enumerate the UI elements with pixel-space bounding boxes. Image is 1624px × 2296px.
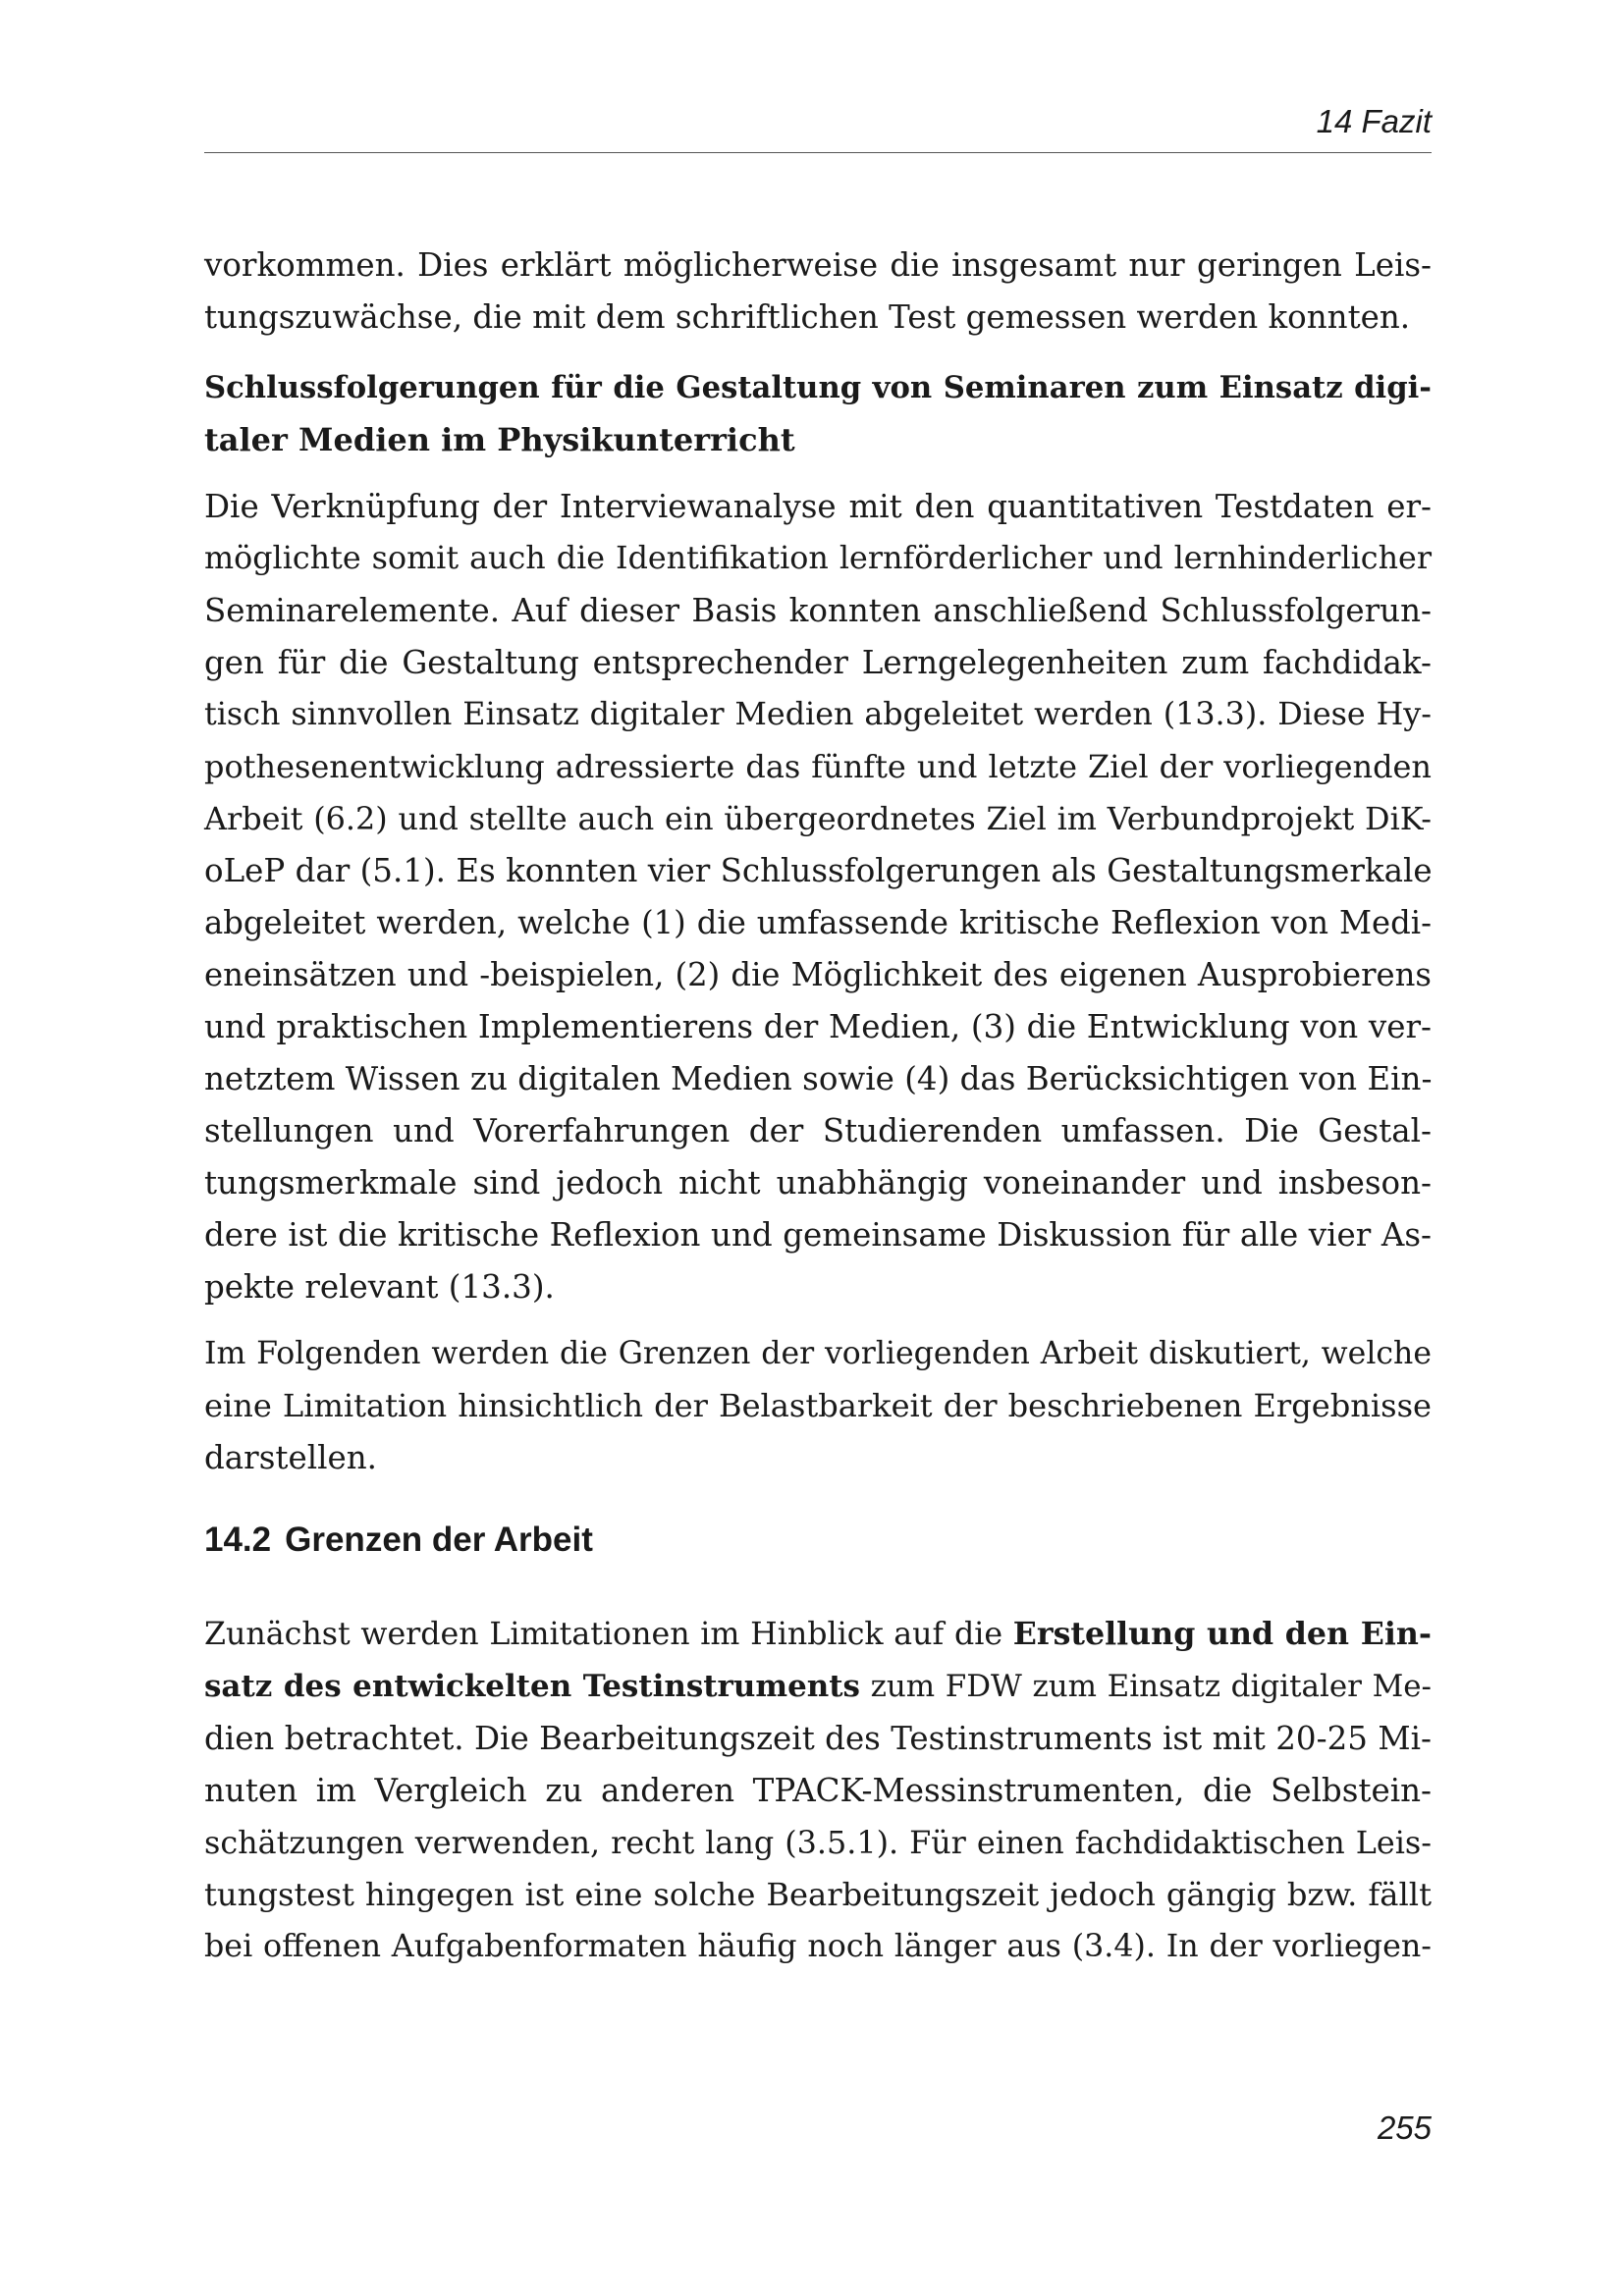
header-rule xyxy=(204,152,1432,153)
paragraph-transition xyxy=(204,1328,1432,1484)
subheading xyxy=(204,362,1432,466)
paragraph-conclusions xyxy=(204,481,1432,1313)
page-number: 255 xyxy=(1377,2109,1432,2146)
text-line: Seminarelemente. Auf dieser Basis konnten anschließend Schlussfolgerun- xyxy=(204,592,1432,629)
text-line: dien betrachtet. Die Bearbeitungszeit des Testinstruments ist mit 20-25 Mi- xyxy=(204,1720,1432,1757)
text-line: tungsmerkmale sind jedoch nicht unabhängig voneinander und insbeson- xyxy=(204,1164,1432,1201)
text-line: gen für die Gestaltung entsprechender Lerngelegenheiten zum fachdidak- xyxy=(204,644,1432,681)
text-line: abgeleitet werden, welche (1) die umfassende kritische Reflexion von Medi- xyxy=(204,904,1432,941)
section-heading xyxy=(204,1514,1432,1566)
running-header: 14 Fazit xyxy=(1316,103,1432,139)
subheading-line: Schlussfolgerungen für die Gestaltung von Seminaren zum Einsatz digi- xyxy=(204,370,1432,405)
text-line: schätzungen verwenden, recht lang (3.5.1). Für einen fachdidaktischen Leis- xyxy=(204,1824,1432,1861)
text-line: eine Limitation hinsichtlich der Belastbarkeit der beschriebenen Ergebnisse xyxy=(204,1387,1432,1424)
text-line xyxy=(204,1661,1432,1713)
text-line: pothesenentwicklung adressierte das fünfte und letzte Ziel der vorliegenden xyxy=(204,748,1432,785)
text-run: Zunächst werden Limitationen im Hinblick auf die xyxy=(204,1617,1013,1652)
page-body xyxy=(204,240,1432,1973)
bold-run: satz des entwickelten Testinstruments xyxy=(204,1669,860,1704)
text-line: und praktischen Implementierens der Medien, (3) die Entwicklung von ver- xyxy=(204,1008,1432,1045)
bold-run: Erstellung und den Ein- xyxy=(1012,1616,1432,1652)
text-line: bei offenen Aufgabenformaten häufig noch länger aus (3.4). In der vorliegen- xyxy=(204,1929,1432,1964)
text-line: tungszuwächse, die mit dem schriftlichen Test gemessen werden konnten. xyxy=(204,298,1411,336)
text-line: stellungen und Vorerfahrungen der Studierenden umfassen. Die Gestal- xyxy=(204,1112,1432,1149)
subheading-line: taler Medien im Physikunterricht xyxy=(204,421,795,458)
text-line: Arbeit (6.2) und stellte auch ein übergeordnetes Ziel im Verbundprojekt DiK- xyxy=(204,800,1432,837)
text-line: pekte relevant (13.3). xyxy=(204,1268,555,1306)
text-line: nuten im Vergleich zu anderen TPACK-Messinstrumenten, die Selbstein- xyxy=(204,1772,1432,1809)
section-number: 14.2 xyxy=(204,1521,272,1559)
text-line: oLeP dar (5.1). Es konnten vier Schlussfolgerungen als Gestaltungsmerkale xyxy=(204,852,1433,889)
text-line: darstellen. xyxy=(204,1439,377,1476)
text-line: netztem Wissen zu digitalen Medien sowie (4) das Berücksichtigen von Ein- xyxy=(204,1060,1433,1097)
text-line: Im Folgenden werden die Grenzen der vorliegenden Arbeit diskutiert, welche xyxy=(204,1336,1432,1371)
section-title: Grenzen der Arbeit xyxy=(285,1521,593,1559)
text-line: Die Verknüpfung der Interviewanalyse mit den quantitativen Testdaten er- xyxy=(204,488,1432,525)
text-run: zum FDW zum Einsatz digitaler Me- xyxy=(859,1669,1433,1704)
paragraph-continuation xyxy=(204,240,1432,344)
text-line: eneinsätzen und -beispielen, (2) die Möglichkeit des eigenen Ausprobierens xyxy=(204,956,1432,993)
paragraph-limitations xyxy=(204,1608,1432,1973)
text-line: dere ist die kritische Reflexion und gemeinsame Diskussion für alle vier As- xyxy=(204,1216,1432,1254)
text-line: tisch sinnvollen Einsatz digitaler Medien abgeleitet werden (13.3). Diese Hy- xyxy=(204,697,1432,732)
text-line: möglichte somit auch die Identifikation lernförderlicher und lernhinderlicher xyxy=(204,541,1432,576)
text-line: vorkommen. Dies erklärt möglicherweise die insgesamt nur geringen Leis- xyxy=(204,246,1432,284)
text-line: tungstest hingegen ist eine solche Bearbeitungszeit jedoch gängig bzw. fällt xyxy=(204,1876,1432,1913)
text-line xyxy=(204,1608,1432,1661)
